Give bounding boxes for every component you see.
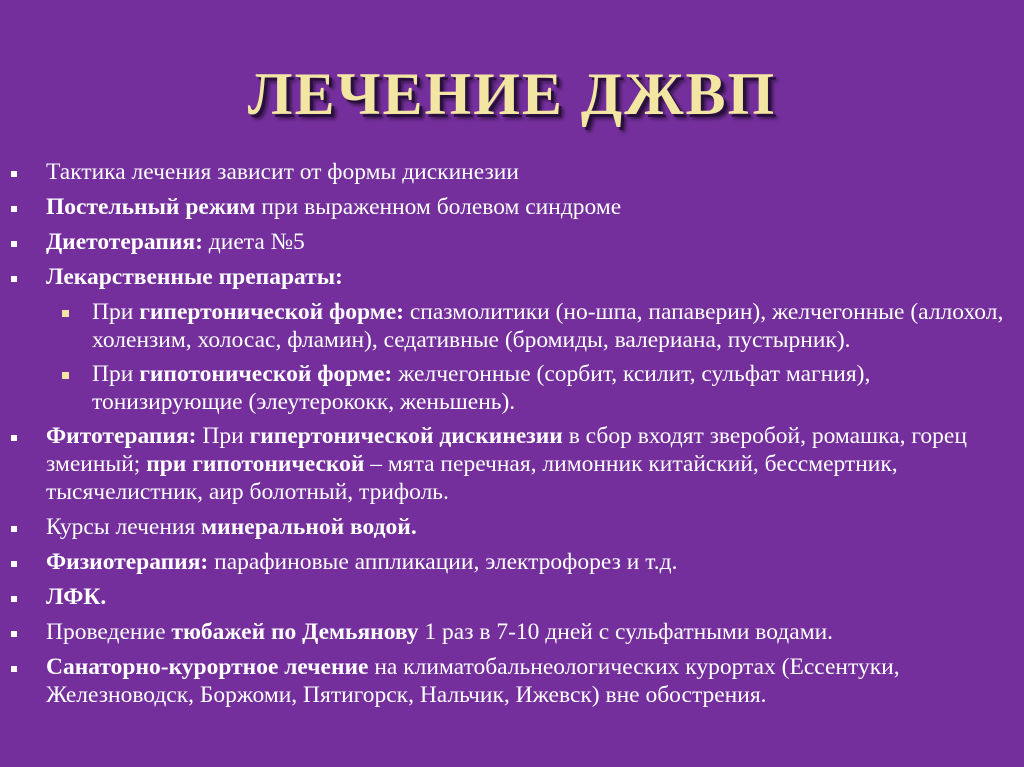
bullet-square-icon xyxy=(11,276,17,282)
bullet-square-icon xyxy=(11,241,17,247)
list-item xyxy=(0,618,1024,646)
item-text: – мята перечная, лимонник китайский, бессмертник, тысячелистник, аир болотный, трифоль. xyxy=(46,451,898,505)
item-bold-text: гипертонической форме: xyxy=(139,299,404,325)
item-text: при выраженном болевом синдроме xyxy=(255,194,622,220)
item-bold-text: при гипотонической xyxy=(146,451,365,477)
list-item xyxy=(0,158,1024,186)
item-bold-text: гипотонической форме: xyxy=(139,361,393,387)
item-bold-text: Диетотерапия: xyxy=(46,229,203,255)
sub-list-item xyxy=(0,360,1024,416)
bullet-square-icon xyxy=(11,561,17,567)
list-item xyxy=(0,513,1024,541)
sub-list-item xyxy=(0,298,1024,354)
item-text: 1 раз в 7-10 дней с сульфатными водами. xyxy=(418,619,834,645)
list-item xyxy=(0,228,1024,256)
item-bold-text: Лекарственные препараты: xyxy=(46,264,343,290)
item-text: спазмолитики (но-шпа, папаверин), желчегонные (аллохол, холензим, холосас, фламин), седативные (бромиды, валериана, пустырник). xyxy=(92,299,1004,353)
list-item xyxy=(0,422,1024,506)
item-text: на климатобальнеологических курортах (Ессентуки, Железноводск, Боржоми, Пятигорск, Нальчик, Ижевск) вне обострения. xyxy=(46,654,900,708)
item-bold-text: тюбажей по Демьянову xyxy=(171,619,419,645)
list-item xyxy=(0,548,1024,576)
item-bold-text: гипертонической дискинезии xyxy=(249,423,563,449)
item-text: При xyxy=(92,299,140,325)
list-item xyxy=(0,193,1024,221)
item-text: парафиновые аппликации, электрофорез и т.д. xyxy=(208,549,678,575)
sub-bullet-square-icon xyxy=(62,372,69,379)
slide-title: ЛЕЧЕНИЕ ДЖВП xyxy=(247,61,777,127)
item-text: При xyxy=(92,361,140,387)
item-text: Тактика лечения зависит от формы дискинезии xyxy=(46,159,519,185)
item-bold-text: минеральной водой. xyxy=(201,514,417,540)
item-bold-text: Фитотерапия: xyxy=(46,423,197,449)
bullet-square-icon xyxy=(11,596,17,602)
list-item xyxy=(0,653,1024,709)
list-item xyxy=(0,583,1024,611)
item-text: При xyxy=(196,423,250,449)
bullet-square-icon xyxy=(11,171,17,177)
bullet-list xyxy=(0,158,1024,716)
list-item xyxy=(0,263,1024,291)
item-bold-text: Постельный режим xyxy=(46,194,256,220)
item-bold-text: ЛФК. xyxy=(46,584,107,610)
item-bold-text: Санаторно-курортное лечение xyxy=(46,654,369,680)
item-text: Проведение xyxy=(46,619,172,645)
bullet-square-icon xyxy=(11,526,17,532)
item-text: диета №5 xyxy=(202,229,305,255)
item-bold-text: Физиотерапия: xyxy=(46,549,209,575)
item-text: желчегонные (сорбит, ксилит, сульфат магния), тонизирующие (элеутерококк, женьшень). xyxy=(92,361,871,415)
bullet-square-icon xyxy=(11,631,17,637)
sub-bullet-square-icon xyxy=(62,310,69,317)
bullet-square-icon xyxy=(11,666,17,672)
item-text: Курсы лечения xyxy=(46,514,202,540)
bullet-square-icon xyxy=(11,206,17,212)
bullet-square-icon xyxy=(11,435,17,441)
item-text: в сбор входят зверобой, ромашка, горец змеиный; xyxy=(46,423,967,477)
